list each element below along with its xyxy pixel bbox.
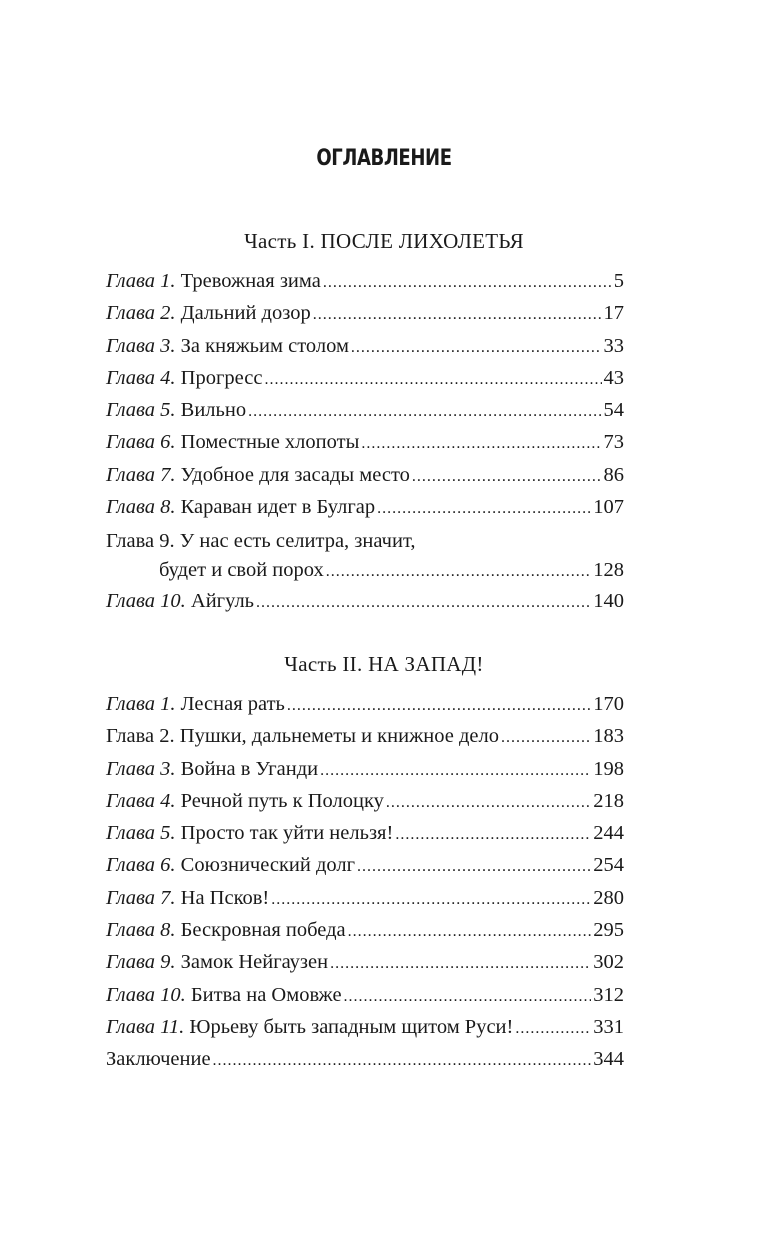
toc-entry xyxy=(106,688,624,720)
page-title: ОГЛАВЛЕНИЕ xyxy=(316,146,452,171)
page-number: 344 xyxy=(593,1048,624,1071)
toc-entry xyxy=(106,720,624,752)
dot-leader xyxy=(386,787,591,819)
toc-entry xyxy=(106,491,624,523)
page-number: 170 xyxy=(593,693,624,715)
chapter-number: Глава 4. xyxy=(106,789,176,812)
chapter-number: Глава 4. xyxy=(106,366,176,389)
page-number: 54 xyxy=(603,399,624,422)
chapter-title: За княжьим столом xyxy=(180,334,349,357)
chapter-number: Глава 8. xyxy=(106,496,176,519)
chapter-number: Глава 9. xyxy=(106,951,176,974)
toc-entry xyxy=(106,527,624,585)
chapter-title: Союзнический долг xyxy=(180,854,356,877)
chapter-number: Глава 1. xyxy=(106,270,176,292)
dot-leader xyxy=(330,948,591,980)
chapter-title: Бескровная победа xyxy=(180,919,346,942)
dot-leader xyxy=(248,396,601,428)
dot-leader xyxy=(361,428,601,460)
dot-leader xyxy=(515,1013,591,1045)
chapter-number: Глава 1. xyxy=(106,693,176,715)
chapter-title: Просто так уйти нельзя! xyxy=(180,822,394,845)
page-number: 17 xyxy=(603,302,624,325)
part-heading-1: Часть I. ПОСЛЕ ЛИХОЛЕТЬЯ xyxy=(244,229,524,253)
toc-entry xyxy=(106,426,624,458)
dot-leader xyxy=(326,557,591,586)
page-number: 128 xyxy=(593,559,624,582)
toc-entry xyxy=(106,1043,624,1075)
page-number: 73 xyxy=(603,431,624,454)
chapter-title: Вильно xyxy=(180,399,247,422)
dot-leader xyxy=(264,364,601,396)
page-number: 302 xyxy=(593,951,624,974)
page-number: 254 xyxy=(593,854,624,877)
page-number: 295 xyxy=(593,919,624,942)
dot-leader xyxy=(320,755,591,787)
chapter-title: Удобное для засады место xyxy=(180,463,410,486)
toc-entry xyxy=(106,362,624,394)
chapter-number: Глава 6. xyxy=(106,854,176,877)
page-number: 43 xyxy=(603,366,624,389)
toc-entry xyxy=(106,817,624,849)
chapter-number: Глава 3. xyxy=(106,334,176,357)
chapter-number: Глава 9. xyxy=(106,530,175,553)
chapter-title: Замок Нейгаузен xyxy=(180,951,329,974)
page-number: 183 xyxy=(593,725,624,748)
toc-entry xyxy=(106,979,624,1011)
dot-leader xyxy=(323,267,612,299)
chapter-number: Глава 10. xyxy=(106,983,186,1006)
toc-entry xyxy=(106,459,624,491)
chapter-number: Глава 8. xyxy=(106,919,176,942)
page-number: 107 xyxy=(593,496,624,519)
chapter-title: На Псков! xyxy=(180,886,270,909)
toc-entry xyxy=(106,297,624,329)
part-1-entries xyxy=(106,265,624,618)
chapter-title: У нас есть селитра, значит, xyxy=(179,530,416,553)
toc-entry xyxy=(106,330,624,362)
toc-entry xyxy=(106,882,624,914)
chapter-title: Поместные хлопоты xyxy=(180,431,360,454)
chapter-number: Глава 10. xyxy=(106,590,186,613)
page-number: 86 xyxy=(603,463,624,486)
chapter-number: Глава 2. xyxy=(106,725,175,748)
dot-leader xyxy=(271,884,591,916)
dot-leader xyxy=(256,587,591,619)
dot-leader xyxy=(348,916,592,948)
toc-entry xyxy=(106,946,624,978)
dot-leader xyxy=(377,493,591,525)
chapter-title: Тревожная зима xyxy=(180,270,321,292)
page-number: 244 xyxy=(593,822,624,845)
chapter-number: Глава 3. xyxy=(106,757,176,780)
chapter-number: Глава 5. xyxy=(106,822,176,845)
part-heading-2: Часть II. НА ЗАПАД! xyxy=(284,652,484,676)
toc-entry xyxy=(106,265,624,297)
page-number: 280 xyxy=(593,886,624,909)
chapter-title: Война в Уганди xyxy=(180,757,319,780)
chapter-number: Глава 6. xyxy=(106,431,176,454)
chapter-number: Глава 2. xyxy=(106,302,176,325)
toc-entry xyxy=(106,914,624,946)
chapter-title: Лесная рать xyxy=(180,693,285,715)
toc-entry xyxy=(106,753,624,785)
page-number: 331 xyxy=(593,1015,624,1038)
dot-leader xyxy=(287,690,591,722)
chapter-title-continued: будет и свой порох xyxy=(159,559,324,582)
chapter-number: Глава 11. xyxy=(106,1015,185,1038)
dot-leader xyxy=(351,332,602,364)
part-2-entries xyxy=(106,688,624,1076)
dot-leader xyxy=(395,819,591,851)
toc-entry xyxy=(106,785,624,817)
toc-entry xyxy=(106,585,624,617)
page-number: 33 xyxy=(603,334,624,357)
dot-leader xyxy=(313,299,602,331)
dot-leader xyxy=(412,461,602,493)
page-number: 312 xyxy=(593,983,624,1006)
chapter-number: Глава 5. xyxy=(106,399,176,422)
chapter-title: Пушки, дальнеметы и книжное дело xyxy=(179,725,499,748)
chapter-title: Караван идет в Булгар xyxy=(180,496,376,519)
chapter-title: Айгуль xyxy=(190,590,255,613)
dot-leader xyxy=(344,981,592,1013)
page-number: 5 xyxy=(613,270,624,292)
toc-entry xyxy=(106,394,624,426)
toc-entry xyxy=(106,1011,624,1043)
chapter-title: Битва на Омовже xyxy=(190,983,342,1006)
page-number: 140 xyxy=(593,590,624,613)
page-number: 198 xyxy=(593,757,624,780)
chapter-title: Юрьеву быть западным щитом Руси! xyxy=(189,1015,514,1038)
chapter-title: Дальний дозор xyxy=(180,302,311,325)
chapter-title: Прогресс xyxy=(180,366,263,389)
toc-entry-line xyxy=(106,527,624,556)
toc-entry-line xyxy=(106,556,624,585)
page-number: 218 xyxy=(593,789,624,812)
chapter-number: Глава 7. xyxy=(106,886,176,909)
dot-leader xyxy=(357,851,591,883)
dot-leader xyxy=(213,1045,592,1077)
toc-entry xyxy=(106,849,624,881)
chapter-number: Глава 7. xyxy=(106,463,176,486)
dot-leader xyxy=(501,722,591,754)
chapter-title: Речной путь к Полоцку xyxy=(180,789,384,812)
chapter-title: Заключение xyxy=(106,1048,211,1071)
